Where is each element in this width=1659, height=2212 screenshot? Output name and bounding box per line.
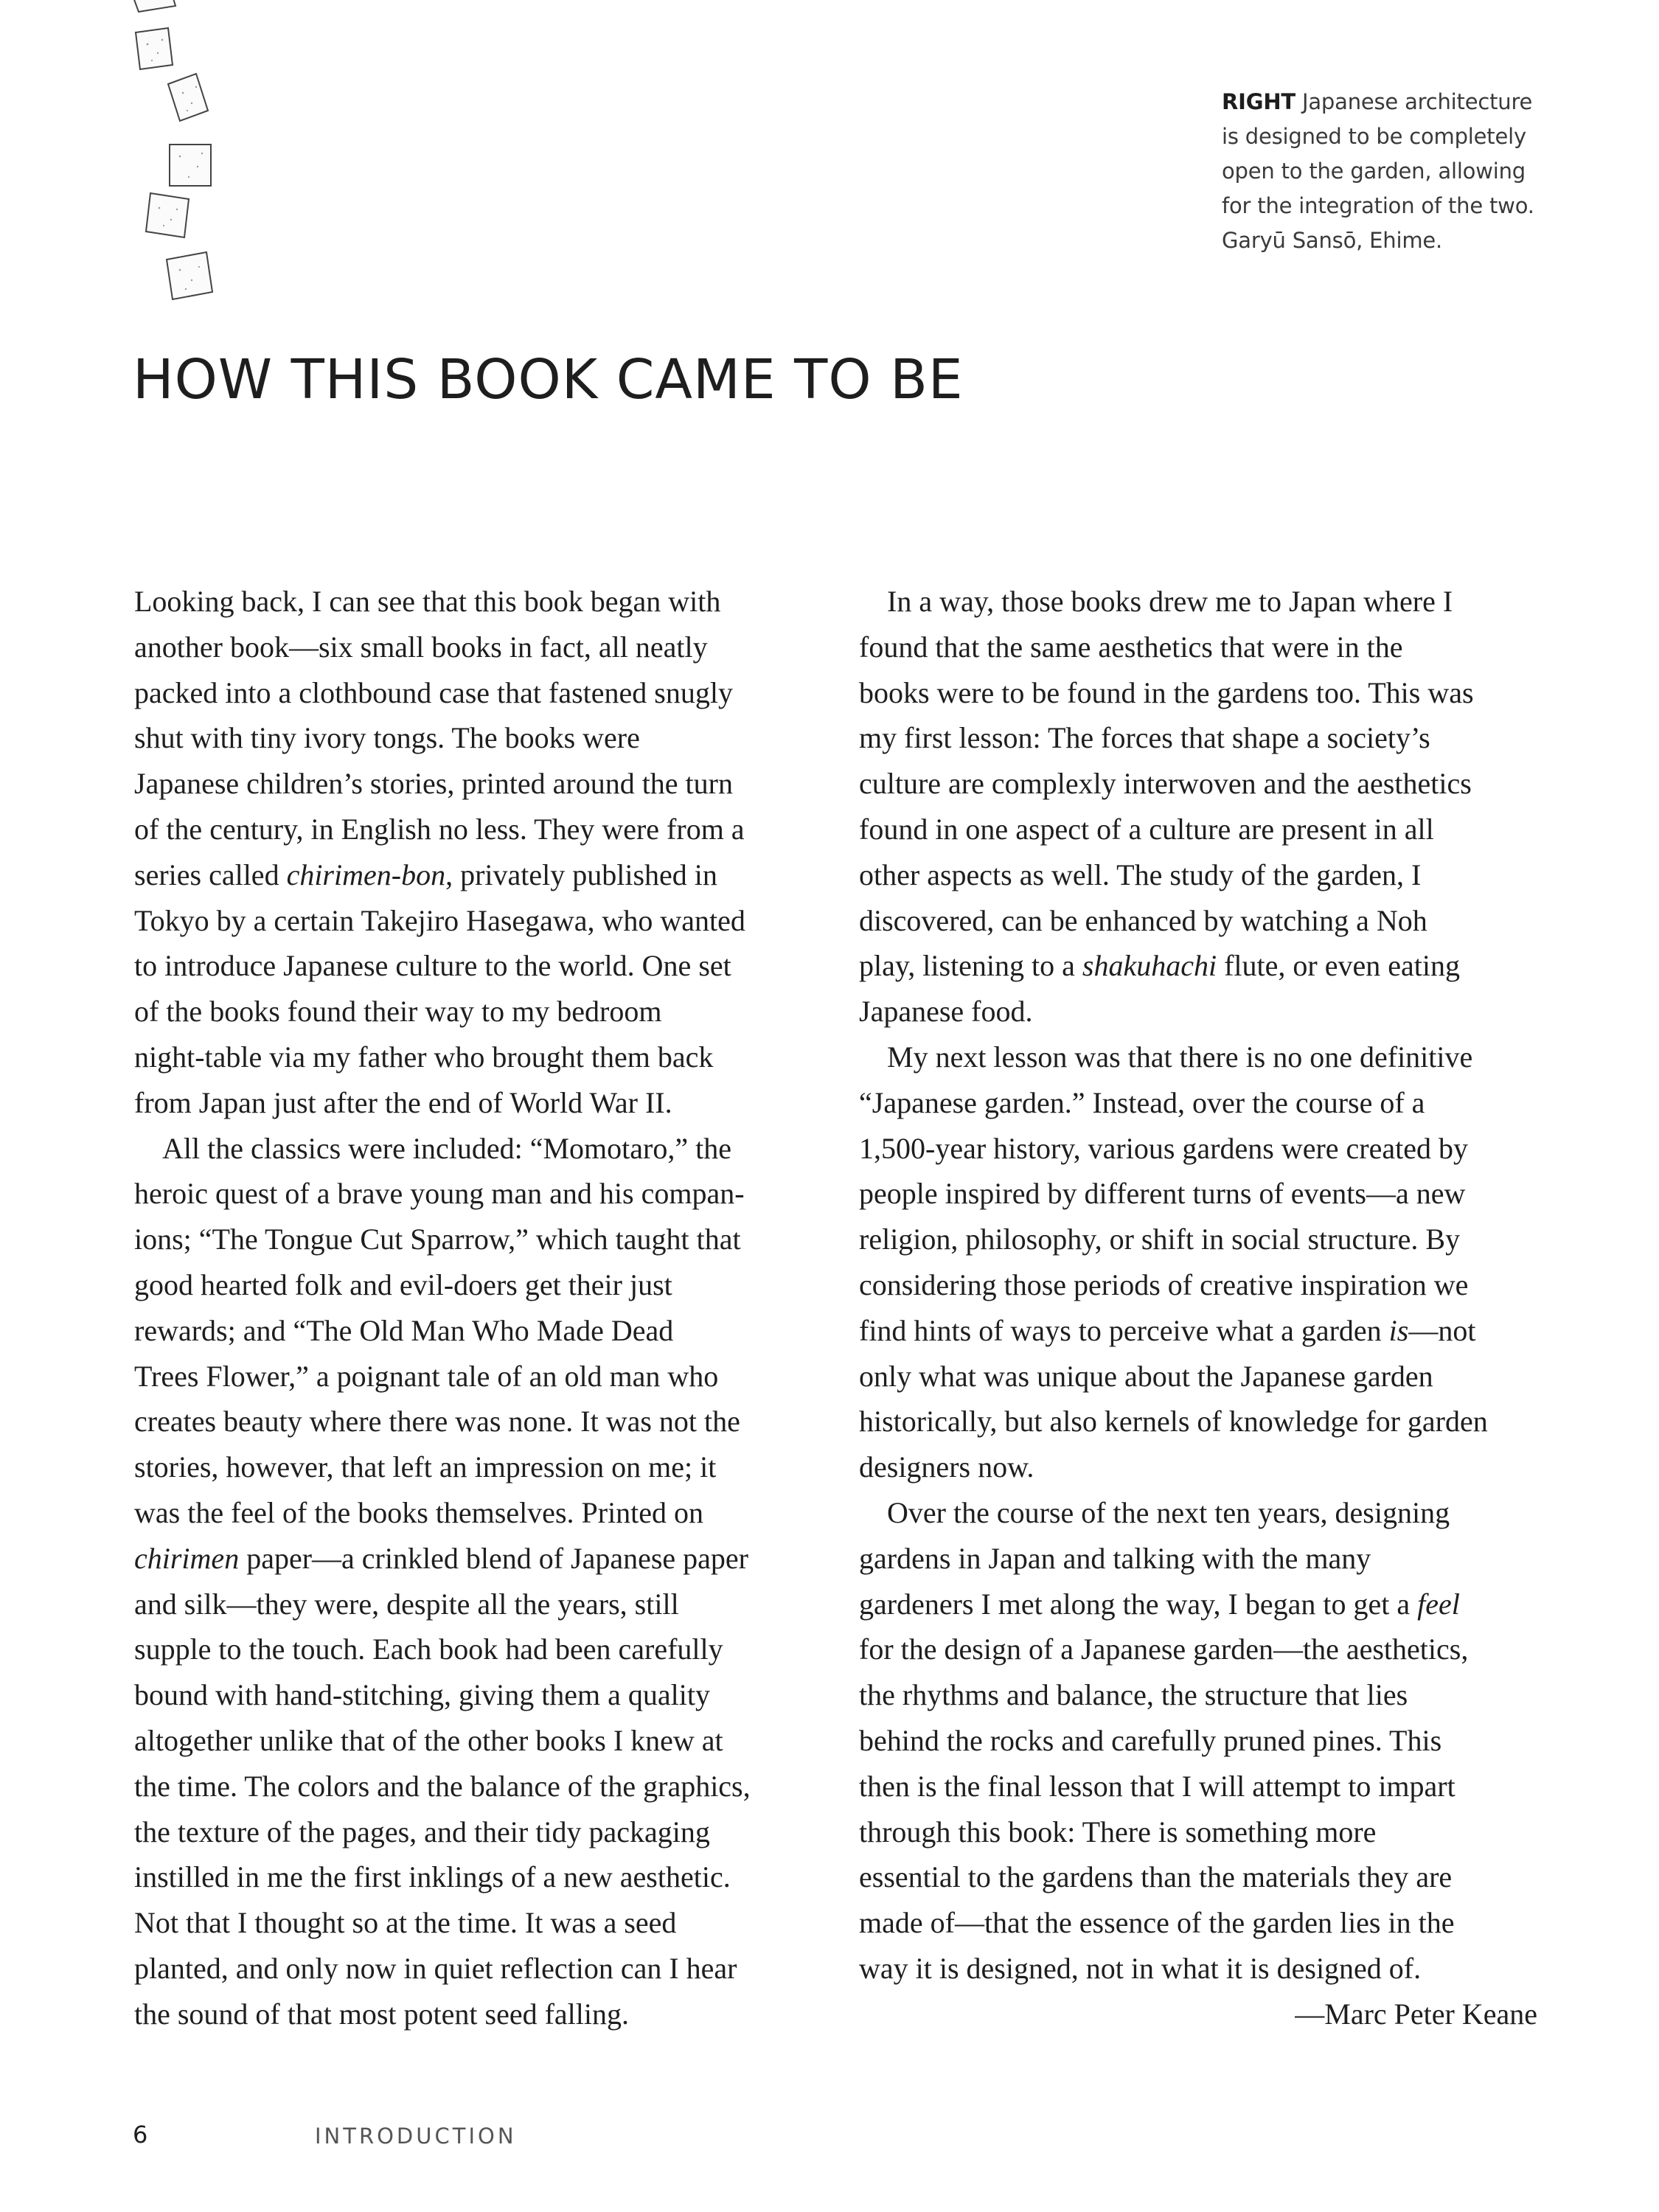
text-line: the texture of the pages, and their tidy packaging: [134, 1815, 710, 1848]
text-line: to introduce Japanese culture to the world. One set: [134, 949, 731, 983]
text-line: “Japanese garden.” Instead, over the course of a: [859, 1085, 1425, 1119]
text-run: series called: [134, 858, 287, 891]
text-line: Tokyo by a certain Takejiro Hasegawa, who wanted: [134, 903, 745, 937]
text-line: considering those periods of creative inspiration we: [859, 1267, 1469, 1301]
text-line: the time. The colors and the balance of the graphics,: [134, 1769, 751, 1803]
text-line: In a way, those books drew me to Japan where I: [887, 585, 1453, 618]
text-line: Trees Flower,” a poignant tale of an old man who: [134, 1359, 719, 1393]
text-line: Over the course of the next ten years, designing: [887, 1495, 1450, 1529]
text-line: gardens in Japan and talking with the many: [859, 1541, 1371, 1575]
text-line: designers now.: [859, 1450, 1034, 1484]
italic-term: chirimen: [134, 1541, 240, 1575]
chapter-heading: HOW THIS BOOK CAME TO BE: [133, 348, 964, 411]
text-line: shut with tiny ivory tongs. The books were: [134, 721, 640, 755]
text-line: discovered, can be enhanced by watching a Noh: [859, 903, 1427, 937]
text-line: people inspired by different turns of events—a new: [859, 1177, 1466, 1211]
text-line: Japanese food.: [859, 995, 1033, 1029]
text-run: find hints of ways to perceive what a garden: [859, 1313, 1389, 1347]
caption-line: open to the garden, allowing: [1222, 159, 1526, 184]
text-line: ions; “The Tongue Cut Sparrow,” which taught that: [134, 1222, 741, 1256]
text-line: Not that I thought so at the time. It was a seed: [134, 1906, 677, 1940]
text-line: found that the same aesthetics that were in the: [859, 630, 1403, 664]
text-line: then is the final lesson that I will attempt to impart: [859, 1769, 1455, 1803]
paragraph: [859, 1490, 1541, 1992]
text-line: culture are complexly interwoven and the aesthetics: [859, 767, 1472, 801]
text-line: [134, 852, 816, 898]
text-run: play, listening to a: [859, 949, 1082, 983]
caption-line: Japanese architecture: [1295, 89, 1533, 114]
caption-line: Garyū Sansō, Ehime.: [1222, 228, 1443, 253]
body-column-left: [134, 579, 816, 2037]
text-line: planted, and only now in quiet reflection can I hear: [134, 1951, 737, 1985]
paragraph: [859, 1034, 1541, 1490]
caption-label: RIGHT: [1222, 89, 1295, 114]
text-line: only what was unique about the Japanese garden: [859, 1359, 1433, 1393]
paragraph: [859, 579, 1541, 1034]
text-line: another book—six small books in fact, all neatly: [134, 630, 708, 664]
page-number: 6: [133, 2121, 148, 2149]
text-line: packed into a clothbound case that fastened snugly: [134, 675, 733, 709]
text-line: All the classics were included: “Momotaro,” the: [162, 1131, 731, 1165]
text-line: 1,500-year history, various gardens were created by: [859, 1131, 1468, 1165]
text-line: my first lesson: The forces that shape a society’s: [859, 721, 1430, 755]
text-line: [859, 1582, 1541, 1627]
falling-paper-squares-icon: [125, 0, 251, 310]
caption-line: for the integration of the two.: [1222, 193, 1534, 218]
italic-term: shakuhachi: [1082, 949, 1217, 983]
author-signature: —Marc Peter Keane: [1295, 1997, 1537, 2031]
caption-line: is designed to be completely: [1222, 124, 1526, 149]
text-line: heroic quest of a brave young man and his compan-: [134, 1177, 745, 1211]
running-footer-section: INTRODUCTION: [315, 2124, 517, 2149]
text-run: flute, or even eating: [1217, 949, 1460, 983]
text-line: and silk—they were, despite all the years, still: [134, 1587, 679, 1621]
text-run: gardeners I met along the way, I began to get a: [859, 1587, 1418, 1621]
text-line: of the books found their way to my bedroom: [134, 995, 662, 1029]
text-line: creates beauty where there was none. It was not the: [134, 1405, 740, 1439]
paragraph: [134, 579, 816, 1126]
text-line: [859, 1308, 1541, 1354]
text-line: of the century, in English no less. They were from a: [134, 812, 745, 846]
text-line: for the design of a Japanese garden—the aesthetics,: [859, 1632, 1469, 1666]
text-run: paper—a crinkled blend of Japanese paper: [239, 1541, 748, 1575]
italic-term: feel: [1417, 1587, 1460, 1621]
text-line: books were to be found in the gardens too. This was: [859, 675, 1474, 709]
text-line: through this book: There is something more: [859, 1815, 1377, 1848]
text-line: night-table via my father who brought them back: [134, 1040, 714, 1074]
text-line: historically, but also kernels of knowledge for garden: [859, 1405, 1488, 1439]
text-run: , privately published in: [445, 858, 717, 891]
text-line: religion, philosophy, or shift in social structure. By: [859, 1222, 1461, 1256]
text-line: made of—that the essence of the garden lies in the: [859, 1906, 1455, 1940]
text-line: bound with hand-stitching, giving them a quality: [134, 1678, 711, 1712]
text-line: instilled in me the first inklings of a new aesthetic.: [134, 1860, 731, 1894]
text-line: behind the rocks and carefully pruned pines. This: [859, 1723, 1442, 1757]
text-run: —not: [1408, 1313, 1476, 1347]
text-line: rewards; and “The Old Man Who Made Dead: [134, 1313, 674, 1347]
text-line: essential to the gardens than the materials they are: [859, 1860, 1453, 1894]
text-line: the sound of that most potent seed falling.: [134, 1997, 629, 2031]
text-line: altogether unlike that of the other books I knew at: [134, 1723, 723, 1757]
italic-term: is: [1388, 1313, 1409, 1347]
text-line: other aspects as well. The study of the garden, I: [859, 858, 1422, 891]
paragraph: [134, 1126, 816, 2037]
text-line: My next lesson was that there is no one definitive: [887, 1040, 1473, 1074]
text-line: supple to the touch. Each book had been carefully: [134, 1632, 723, 1666]
text-line: good hearted folk and evil-doers get their just: [134, 1267, 672, 1301]
text-line: the rhythms and balance, the structure that lies: [859, 1678, 1408, 1712]
photo-caption: [1222, 85, 1561, 258]
text-line: [134, 1536, 816, 1582]
text-line: was the feel of the books themselves. Printed on: [134, 1495, 704, 1529]
text-line: Japanese children’s stories, printed around the turn: [134, 767, 733, 801]
text-line: stories, however, that left an impression on me; it: [134, 1450, 717, 1484]
text-line: way it is designed, not in what it is designed of.: [859, 1951, 1422, 1985]
text-line: Looking back, I can see that this book began with: [134, 585, 721, 618]
text-line: [859, 943, 1541, 989]
body-column-right: [859, 579, 1541, 2037]
text-line: from Japan just after the end of World War II.: [134, 1085, 672, 1119]
italic-term: chirimen-bon: [286, 858, 446, 891]
text-line: found in one aspect of a culture are present in all: [859, 812, 1434, 846]
